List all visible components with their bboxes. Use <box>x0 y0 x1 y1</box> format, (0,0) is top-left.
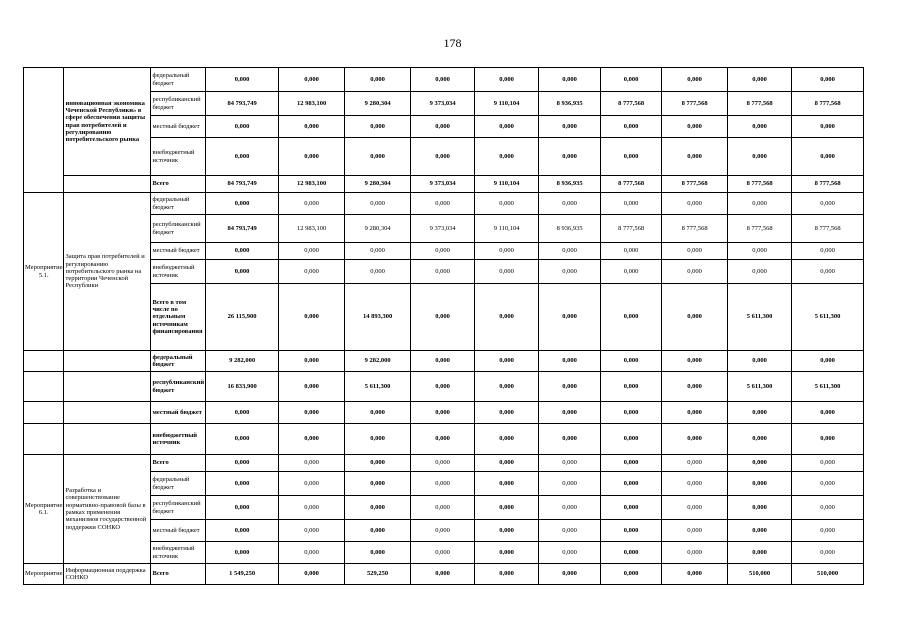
value-cell: 0,000 <box>206 138 279 176</box>
value-cell: 84 793,749 <box>206 215 279 243</box>
funding-source: республиканский бюджет <box>151 215 206 243</box>
value-cell: 0,000 <box>279 260 345 284</box>
funding-source: местный бюджет <box>151 402 206 424</box>
funding-source: местный бюджет <box>151 116 206 138</box>
value-cell: 8 777,568 <box>792 215 864 243</box>
value-cell: 8 936,935 <box>539 92 601 116</box>
value-cell: 0,000 <box>728 260 792 284</box>
funding-source: федеральный бюджет <box>151 68 206 92</box>
value-cell: 16 833,900 <box>206 372 279 402</box>
value-cell: 9 282,000 <box>345 351 411 372</box>
row-name <box>64 402 151 424</box>
funding-source: внебюджетный источник <box>151 542 206 564</box>
value-cell: 0,000 <box>539 351 601 372</box>
row-code <box>24 372 64 402</box>
value-cell: 0,000 <box>728 472 792 496</box>
value-cell: 0,000 <box>601 455 662 472</box>
funding-source: федеральный бюджет <box>151 351 206 372</box>
value-cell: 0,000 <box>279 455 345 472</box>
value-cell: 0,000 <box>662 193 728 215</box>
value-cell: 0,000 <box>662 116 728 138</box>
value-cell: 0,000 <box>539 402 601 424</box>
value-cell: 0,000 <box>601 542 662 564</box>
value-cell: 0,000 <box>539 116 601 138</box>
value-cell: 0,000 <box>792 138 864 176</box>
value-cell: 0,000 <box>728 193 792 215</box>
value-cell: 0,000 <box>601 372 662 402</box>
value-cell: 0,000 <box>728 351 792 372</box>
value-cell: 0,000 <box>728 496 792 520</box>
value-cell: 0,000 <box>475 496 539 520</box>
value-cell: 1 549,250 <box>206 564 279 585</box>
value-cell: 0,000 <box>411 372 475 402</box>
row-code <box>24 424 64 455</box>
value-cell: 0,000 <box>662 243 728 260</box>
value-cell: 0,000 <box>345 424 411 455</box>
value-cell: 0,000 <box>279 193 345 215</box>
value-cell: 0,000 <box>792 455 864 472</box>
value-cell: 0,000 <box>411 193 475 215</box>
value-cell: 0,000 <box>345 68 411 92</box>
row-code <box>24 351 64 372</box>
value-cell: 0,000 <box>662 402 728 424</box>
value-cell: 9 280,304 <box>345 92 411 116</box>
funding-source: внебюджетный источник <box>151 138 206 176</box>
funding-source: внебюджетный источник <box>151 424 206 455</box>
value-cell: 0,000 <box>792 424 864 455</box>
value-cell: 0,000 <box>279 351 345 372</box>
value-cell: 0,000 <box>279 564 345 585</box>
value-cell: 0,000 <box>345 243 411 260</box>
value-cell: 0,000 <box>279 284 345 351</box>
value-cell: 0,000 <box>475 68 539 92</box>
row-name: Разработка и совершенствование нормативно-правовой базы в рамках применения механизмов государственной поддержки СОНКО <box>64 455 151 564</box>
value-cell: 0,000 <box>279 520 345 542</box>
value-cell: 0,000 <box>601 260 662 284</box>
row-name <box>64 176 151 193</box>
value-cell: 12 983,100 <box>279 176 345 193</box>
value-cell: 8 777,568 <box>792 176 864 193</box>
value-cell: 0,000 <box>792 496 864 520</box>
value-cell: 8 777,568 <box>662 92 728 116</box>
value-cell: 84 793,749 <box>206 92 279 116</box>
value-cell: 0,000 <box>345 520 411 542</box>
funding-source: республиканский бюджет <box>151 496 206 520</box>
value-cell: 0,000 <box>728 243 792 260</box>
value-cell: 9 373,034 <box>411 215 475 243</box>
funding-source: Всего <box>151 455 206 472</box>
value-cell: 0,000 <box>279 68 345 92</box>
table-row <box>24 68 864 92</box>
funding-source: Всего <box>151 564 206 585</box>
value-cell: 0,000 <box>345 496 411 520</box>
value-cell: 0,000 <box>411 243 475 260</box>
value-cell: 0,000 <box>662 520 728 542</box>
value-cell: 0,000 <box>792 520 864 542</box>
value-cell: 0,000 <box>475 243 539 260</box>
value-cell: 0,000 <box>411 424 475 455</box>
value-cell: 0,000 <box>345 138 411 176</box>
value-cell: 0,000 <box>601 496 662 520</box>
value-cell: 5 611,300 <box>728 372 792 402</box>
value-cell: 0,000 <box>475 351 539 372</box>
value-cell: 0,000 <box>539 472 601 496</box>
value-cell: 0,000 <box>411 496 475 520</box>
value-cell: 0,000 <box>728 116 792 138</box>
value-cell: 0,000 <box>345 193 411 215</box>
table-row <box>24 176 864 193</box>
value-cell: 9 373,034 <box>411 92 475 116</box>
value-cell: 0,000 <box>728 68 792 92</box>
value-cell: 0,000 <box>206 520 279 542</box>
value-cell: 0,000 <box>792 193 864 215</box>
value-cell: 0,000 <box>601 138 662 176</box>
value-cell: 0,000 <box>411 564 475 585</box>
page-number: 178 <box>443 36 462 50</box>
value-cell: 0,000 <box>539 68 601 92</box>
value-cell: 0,000 <box>662 68 728 92</box>
value-cell: 9 110,104 <box>475 92 539 116</box>
value-cell: 0,000 <box>539 424 601 455</box>
value-cell: 0,000 <box>601 193 662 215</box>
value-cell: 510,000 <box>728 564 792 585</box>
value-cell: 8 777,568 <box>662 176 728 193</box>
value-cell: 8 777,568 <box>728 215 792 243</box>
row-name: Защита прав потребителей и регулированию потребительского рынка на территории Чеченской Республики <box>64 193 151 351</box>
value-cell: 0,000 <box>279 496 345 520</box>
value-cell: 9 373,034 <box>411 176 475 193</box>
value-cell: 0,000 <box>206 116 279 138</box>
value-cell: 0,000 <box>475 472 539 496</box>
value-cell: 0,000 <box>279 243 345 260</box>
table-row <box>24 351 864 372</box>
row-code: Мероприятие 5.1. <box>24 193 64 351</box>
value-cell: 9 280,304 <box>345 176 411 193</box>
value-cell: 0,000 <box>662 424 728 455</box>
value-cell: 0,000 <box>601 472 662 496</box>
value-cell: 0,000 <box>539 496 601 520</box>
value-cell: 0,000 <box>662 472 728 496</box>
value-cell: 0,000 <box>539 520 601 542</box>
value-cell: 9 280,304 <box>345 215 411 243</box>
value-cell: 5 611,300 <box>792 284 864 351</box>
value-cell: 0,000 <box>601 424 662 455</box>
value-cell: 0,000 <box>475 564 539 585</box>
value-cell: 0,000 <box>345 542 411 564</box>
value-cell: 84 793,749 <box>206 176 279 193</box>
value-cell: 0,000 <box>206 542 279 564</box>
row-name: инновационная экономика Чеченской Республики» в сфере обеспечения защиты прав потребителей и регулированию потребительского рынка <box>64 68 151 176</box>
funding-source: местный бюджет <box>151 243 206 260</box>
value-cell: 0,000 <box>662 564 728 585</box>
value-cell: 9 110,104 <box>475 215 539 243</box>
funding-source: внебюджетный источник <box>151 260 206 284</box>
value-cell: 0,000 <box>475 455 539 472</box>
value-cell: 0,000 <box>601 243 662 260</box>
value-cell: 0,000 <box>539 193 601 215</box>
value-cell: 0,000 <box>475 424 539 455</box>
value-cell: 0,000 <box>206 496 279 520</box>
value-cell: 0,000 <box>792 472 864 496</box>
table-row <box>24 193 864 215</box>
value-cell: 5 611,300 <box>792 372 864 402</box>
value-cell: 0,000 <box>345 116 411 138</box>
value-cell: 0,000 <box>662 372 728 402</box>
funding-source: Всего в том числе по отдельным источникам финансирования <box>151 284 206 351</box>
value-cell: 0,000 <box>411 116 475 138</box>
value-cell: 0,000 <box>539 284 601 351</box>
row-code <box>24 68 64 193</box>
value-cell: 0,000 <box>728 455 792 472</box>
value-cell: 510,000 <box>792 564 864 585</box>
value-cell: 0,000 <box>601 402 662 424</box>
value-cell: 0,000 <box>728 402 792 424</box>
value-cell: 0,000 <box>411 351 475 372</box>
value-cell: 0,000 <box>411 472 475 496</box>
table-row <box>24 424 864 455</box>
value-cell: 0,000 <box>792 116 864 138</box>
value-cell: 529,250 <box>345 564 411 585</box>
value-cell: 0,000 <box>728 424 792 455</box>
value-cell: 0,000 <box>345 455 411 472</box>
value-cell: 0,000 <box>601 116 662 138</box>
funding-source: республиканский бюджет <box>151 92 206 116</box>
value-cell: 0,000 <box>662 542 728 564</box>
value-cell: 0,000 <box>728 138 792 176</box>
table-row <box>24 455 864 472</box>
value-cell: 9 110,104 <box>475 176 539 193</box>
value-cell: 14 893,300 <box>345 284 411 351</box>
value-cell: 0,000 <box>206 424 279 455</box>
value-cell: 12 983,100 <box>279 215 345 243</box>
value-cell: 0,000 <box>792 243 864 260</box>
value-cell: 0,000 <box>279 372 345 402</box>
table-row <box>24 564 864 585</box>
row-name <box>64 424 151 455</box>
value-cell: 0,000 <box>792 260 864 284</box>
funding-source: федеральный бюджет <box>151 193 206 215</box>
value-cell: 0,000 <box>539 372 601 402</box>
value-cell: 0,000 <box>792 402 864 424</box>
value-cell: 0,000 <box>662 260 728 284</box>
value-cell: 0,000 <box>662 138 728 176</box>
value-cell: 0,000 <box>662 455 728 472</box>
value-cell: 0,000 <box>411 402 475 424</box>
value-cell: 0,000 <box>206 193 279 215</box>
value-cell: 0,000 <box>539 260 601 284</box>
value-cell: 0,000 <box>601 520 662 542</box>
value-cell: 0,000 <box>475 284 539 351</box>
funding-source: республиканский бюджет <box>151 372 206 402</box>
row-name: Информационная поддержка СОНКО <box>64 564 151 585</box>
value-cell: 26 115,900 <box>206 284 279 351</box>
value-cell: 0,000 <box>601 284 662 351</box>
value-cell: 0,000 <box>411 68 475 92</box>
row-code <box>24 402 64 424</box>
budget-table <box>23 67 864 585</box>
value-cell: 0,000 <box>539 564 601 585</box>
value-cell: 0,000 <box>345 260 411 284</box>
value-cell: 0,000 <box>411 138 475 176</box>
value-cell: 8 777,568 <box>601 92 662 116</box>
funding-source: Всего <box>151 176 206 193</box>
value-cell: 0,000 <box>206 260 279 284</box>
value-cell: 0,000 <box>539 542 601 564</box>
value-cell: 5 611,300 <box>345 372 411 402</box>
value-cell: 0,000 <box>411 260 475 284</box>
value-cell: 0,000 <box>475 260 539 284</box>
value-cell: 0,000 <box>411 542 475 564</box>
value-cell: 0,000 <box>792 68 864 92</box>
value-cell: 0,000 <box>662 496 728 520</box>
value-cell: 0,000 <box>728 542 792 564</box>
value-cell: 0,000 <box>279 542 345 564</box>
value-cell: 8 936,935 <box>539 176 601 193</box>
value-cell: 0,000 <box>475 520 539 542</box>
value-cell: 0,000 <box>475 116 539 138</box>
value-cell: 5 611,300 <box>728 284 792 351</box>
value-cell: 0,000 <box>411 520 475 542</box>
value-cell: 0,000 <box>279 116 345 138</box>
value-cell: 12 983,100 <box>279 92 345 116</box>
value-cell: 0,000 <box>206 472 279 496</box>
value-cell: 0,000 <box>345 472 411 496</box>
value-cell: 0,000 <box>662 351 728 372</box>
value-cell: 0,000 <box>601 351 662 372</box>
value-cell: 9 282,000 <box>206 351 279 372</box>
value-cell: 8 777,568 <box>728 176 792 193</box>
value-cell: 8 777,568 <box>601 215 662 243</box>
value-cell: 0,000 <box>411 455 475 472</box>
value-cell: 0,000 <box>601 564 662 585</box>
row-code: Мероприятие 6.1. <box>24 455 64 564</box>
value-cell: 0,000 <box>411 284 475 351</box>
value-cell: 0,000 <box>475 138 539 176</box>
value-cell: 0,000 <box>279 402 345 424</box>
value-cell: 0,000 <box>728 520 792 542</box>
value-cell: 8 777,568 <box>662 215 728 243</box>
value-cell: 0,000 <box>539 455 601 472</box>
row-code: Мероприятие <box>24 564 64 585</box>
value-cell: 0,000 <box>279 138 345 176</box>
value-cell: 0,000 <box>539 243 601 260</box>
value-cell: 0,000 <box>206 402 279 424</box>
value-cell: 0,000 <box>206 243 279 260</box>
value-cell: 8 936,935 <box>539 215 601 243</box>
row-name <box>64 351 151 372</box>
value-cell: 0,000 <box>475 372 539 402</box>
value-cell: 0,000 <box>792 542 864 564</box>
table-row <box>24 372 864 402</box>
value-cell: 0,000 <box>279 424 345 455</box>
value-cell: 0,000 <box>662 284 728 351</box>
row-name <box>64 372 151 402</box>
table-row <box>24 402 864 424</box>
value-cell: 0,000 <box>279 472 345 496</box>
value-cell: 0,000 <box>206 68 279 92</box>
value-cell: 8 777,568 <box>792 92 864 116</box>
value-cell: 0,000 <box>475 402 539 424</box>
value-cell: 0,000 <box>475 193 539 215</box>
value-cell: 8 777,568 <box>728 92 792 116</box>
value-cell: 0,000 <box>475 542 539 564</box>
value-cell: 0,000 <box>345 402 411 424</box>
funding-source: федеральный бюджет <box>151 472 206 496</box>
funding-source: местный бюджет <box>151 520 206 542</box>
value-cell: 0,000 <box>792 351 864 372</box>
value-cell: 0,000 <box>539 138 601 176</box>
value-cell: 8 777,568 <box>601 176 662 193</box>
value-cell: 0,000 <box>601 68 662 92</box>
value-cell: 0,000 <box>206 455 279 472</box>
